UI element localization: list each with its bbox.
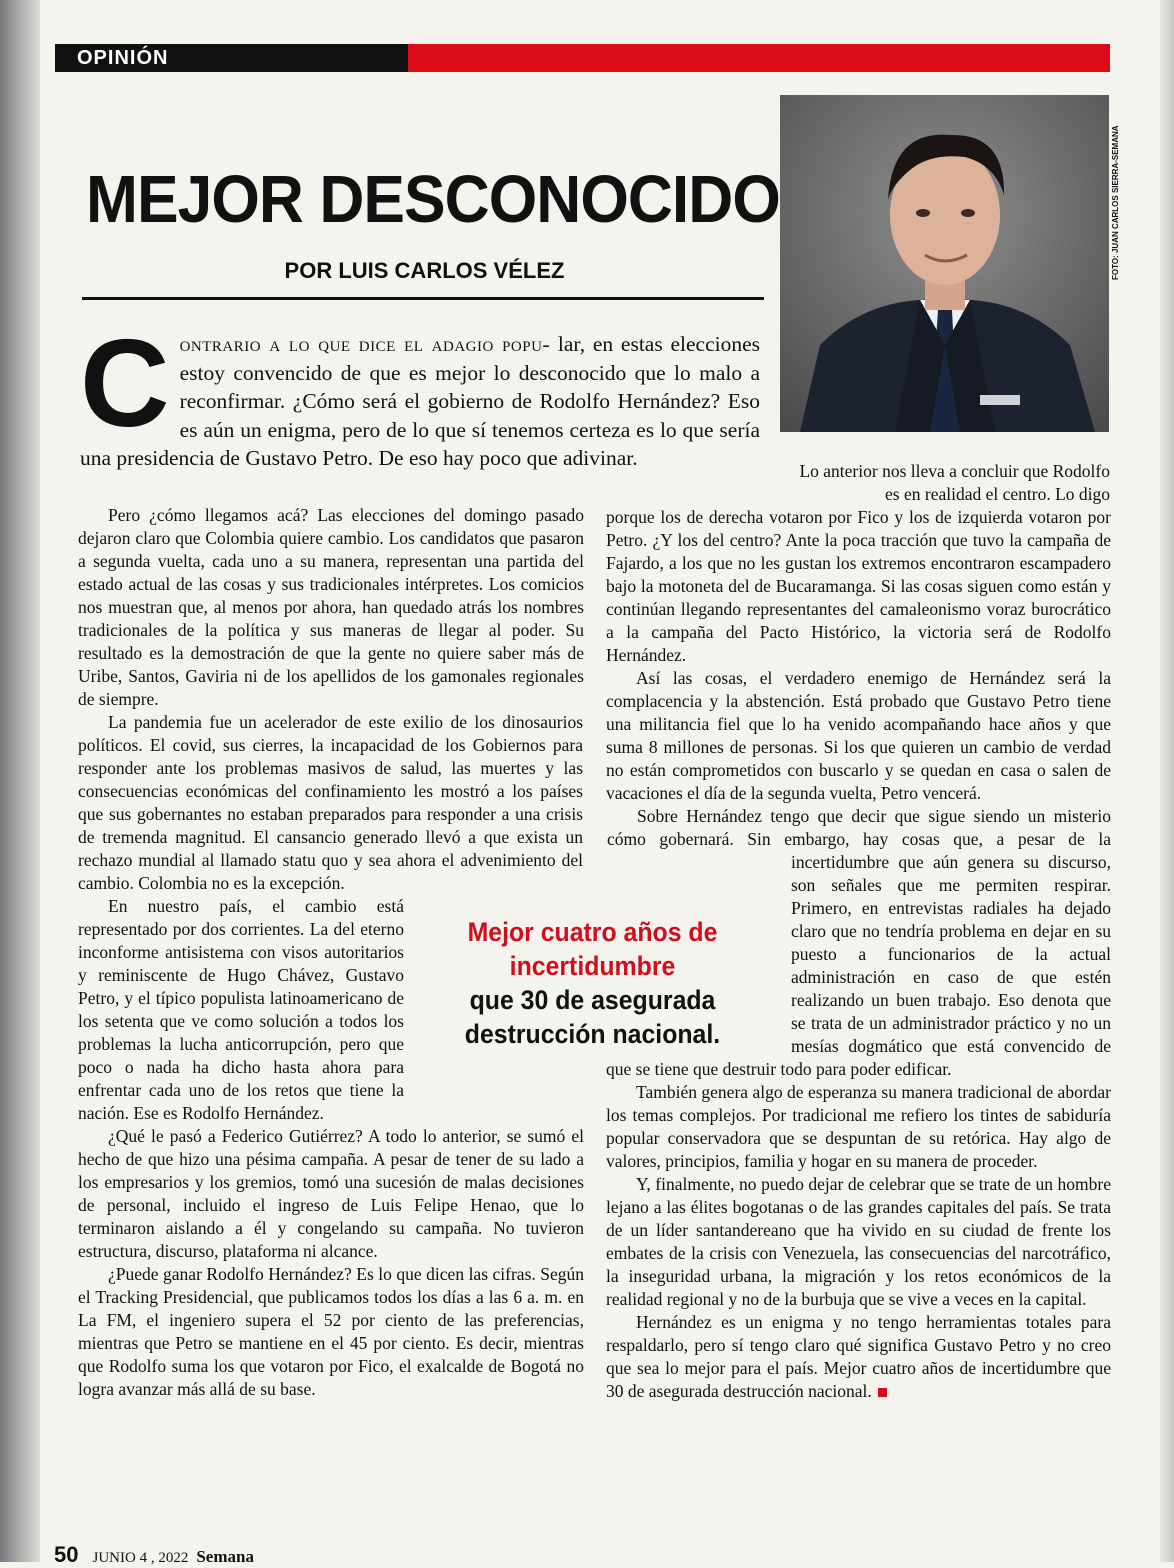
float-spacer [606,805,607,865]
page-number: 50 [54,1542,79,1567]
paragraph: Sobre Hernández tengo que decir que sigue siendo un misterio cómo gobernará. Sin embargo, hay cosas que, a pesar de la incertidumbre que aún genera su discurso, son señales que me permiten respirar. Primero, en entrevistas radiales ha dejado claro que no tendría problema en dejar en su puesto a funcionarios de la actual administración en caso de que estén realizando un buen trabajo. Eso denota que se trata de un administrador práctico y no un mesías dogmático que está convencido de que se tiene que destruir todo para poder edificar. [606,806,1111,1079]
author-photo [780,95,1109,432]
intro-text: lar, en estas elecciones estoy convencido de que es mejor lo desconocido que lo malo a reconfirmar. ¿Cómo será el gobierno de Rodolfo Hernández? Eso es aún un enigma, pero de lo que sí tenemos certeza es lo que sería una presidencia de Gustavo Petro. De eso hay poco que adivinar. [80,332,761,470]
section-red-bar [408,44,1110,72]
paragraph: ¿Puede ganar Rodolfo Hernández? Es lo que dicen las cifras. Según el Tracking Presidencial, que publicamos todos los días a las 6 a. m. en La FM, el ingeniero supera el 52 por ciento de las preferencias, mientras que Petro se mantiene en el 45 por ciento. Es decir, mientras que Rodolfo suma los que votaron por Fico, el exalcalde de Bogotá no logra avanzar más allá de su base. [78,1264,584,1399]
page-edge [1160,0,1174,1562]
article-intro [80,315,761,473]
page-footer [54,1542,254,1568]
pullquote-red: Mejor cuatro años de incertidumbre [467,917,718,981]
issue-date: JUNIO 4 , 2022 [92,1550,189,1566]
author-portrait-illustration [780,95,1109,432]
photo-credit: FOTO: JUAN CARLOS SIERRA-SEMANA [1111,125,1120,280]
paragraph: Y, finalmente, no puedo dejar de celebrar que se trate de un hombre lejano a las élites bogotanas o de las grandes capitales del país. Se trata de un líder santandereano que ha vivido en su ciudad de frente los embates de la crisis con Venezuela, las consecuencias del narcotráfico, la inseguridad urbana, la migración y los retos económicos de la realidad regional y no de la burbuja que se vive a veces en la capital. [606,1174,1111,1309]
intro-lead: ontrario a lo que dice el adagio popu- [179,332,551,356]
paragraph [606,1311,1111,1403]
title-rule [82,297,764,300]
section-header [55,44,1110,72]
end-mark [878,1388,887,1397]
right-column-head: Lo anterior nos lleva a concluir que Rodolfo es en realidad el centro. Lo digo [799,461,1110,504]
paragraph: Pero ¿cómo llegamos acá? Las elecciones del domingo pasado dejaron claro que Colombia quiere cambio. Los candidatos que pasaron a segunda vuelta, cada uno a su manera, representan una partida del estado actual de las cosas y sus tradicionales intérpretes. Los comicios nos muestran que, al menos por ahora, han quedado atrás los nombres tradicionales de la política y sus maneras de llegar al poder. Su resultado es la demostración de que la gente no quiere saber más de Uribe, Santos, Gaviria ni de los apellidos de los gamonales regionales de siempre. [78,505,584,709]
paragraph: En nuestro país, el cambio está representado por dos corrientes. La del eterno inconforme antisistema con visos autoritarios y reminiscente de Hugo Chávez, Gustavo Petro, y el típico populista latinoamericano de los setenta que ve como solución a todos los problemas la lucha anticorrupción, pero que poco o nada ha dicho hasta ahora para enfrentar cada uno de los retos que tiene la nación. Ese es Rodolfo Hernández. [78,896,404,1123]
paragraph: Así las cosas, el verdadero enemigo de Hernández será la complacencia y la abstención. Está probado que Gustavo Petro tiene una militancia fiel que lo ha venido acompañando hace años y que suma 8 millones de personas. Si los que quieren un cambio de verdad no están comprometidos con buscarlo y se quedan en casa o salen de vacaciones el día de la segunda vuelta, Petro vencerá. [606,668,1111,803]
paragraph-text: La pandemia fue un acelerador de este exilio de los dinosaurios políticos. El covid, sus cierres, la incapacidad de los Gobiernos para responder ante los problemas masivos de salud, las muertes y las consecuencias económicas del confinamiento les mostró a los países que sus gobernantes no estaban preparados para responder a una crisis de tremenda magnitud. El cansancio generado llevó a que exista un rechazo mundial al llamado statu quo y sea ahora el advenimiento del cambio. Colombia no es la excepción. [78,712,583,893]
paragraph [78,711,584,895]
drop-cap: C [80,315,170,453]
paragraph-text: Hernández es un enigma y no tengo herramientas totales para respaldarlo, pero sí tengo claro qué significa Gustavo Petro y no creo que sea lo mejor para el país. Mejor cuatro años de incertidumbre que 30 de asegurada destrucción nacional. [606,1312,1111,1401]
paragraph: También genera algo de esperanza su manera tradicional de abordar los temas complejos. Por tradicional me refiero los tintes de sabiduría popular conservadora que se despuntan de su retórica. Hay algo de valores, principios, familia y hogar en su manera de proceder. [606,1082,1111,1171]
pullquote [443,915,742,1051]
section-label: OPINIÓN [55,44,408,72]
page-gutter-shadow [0,0,40,1562]
paragraph: ¿Qué le pasó a Federico Gutiérrez? A todo lo anterior, se sumó el hecho de que hizo una pésima campaña. A pesar de tener de su lado a los empresarios y los gremios, tomó una sucesión de malas decisiones de personal, incluido el ingreso de Luis Felipe Henao, que lo terminaron aislando a él y congelando su campaña. No tuvieron estructura, discurso, plataforma ni alcance. [78,1126,584,1261]
paragraph: porque los de derecha votaron por Fico y los de izquierda votaron por Petro. ¿Y los del centro? Ante la poca tracción que tuvo la campaña de Fajardo, a los que no les gustan los extremos encontraron escampadero bajo la motoneta del de Bucaramanga. Si las cosas siguen como están y continúan llegando representantes del camaleonismo voraz burocrático a la campaña del Pacto Histórico, la victoria será de Rodolfo Hernández. [606,507,1111,665]
float-spacer [583,711,584,905]
article-title: MEJOR DESCONOCIDO [86,162,780,237]
pullquote-black: que 30 de asegurada destrucción nacional. [464,985,721,1049]
article-byline: POR LUIS CARLOS VÉLEZ [284,258,565,283]
magazine-name: Semana [196,1547,254,1566]
